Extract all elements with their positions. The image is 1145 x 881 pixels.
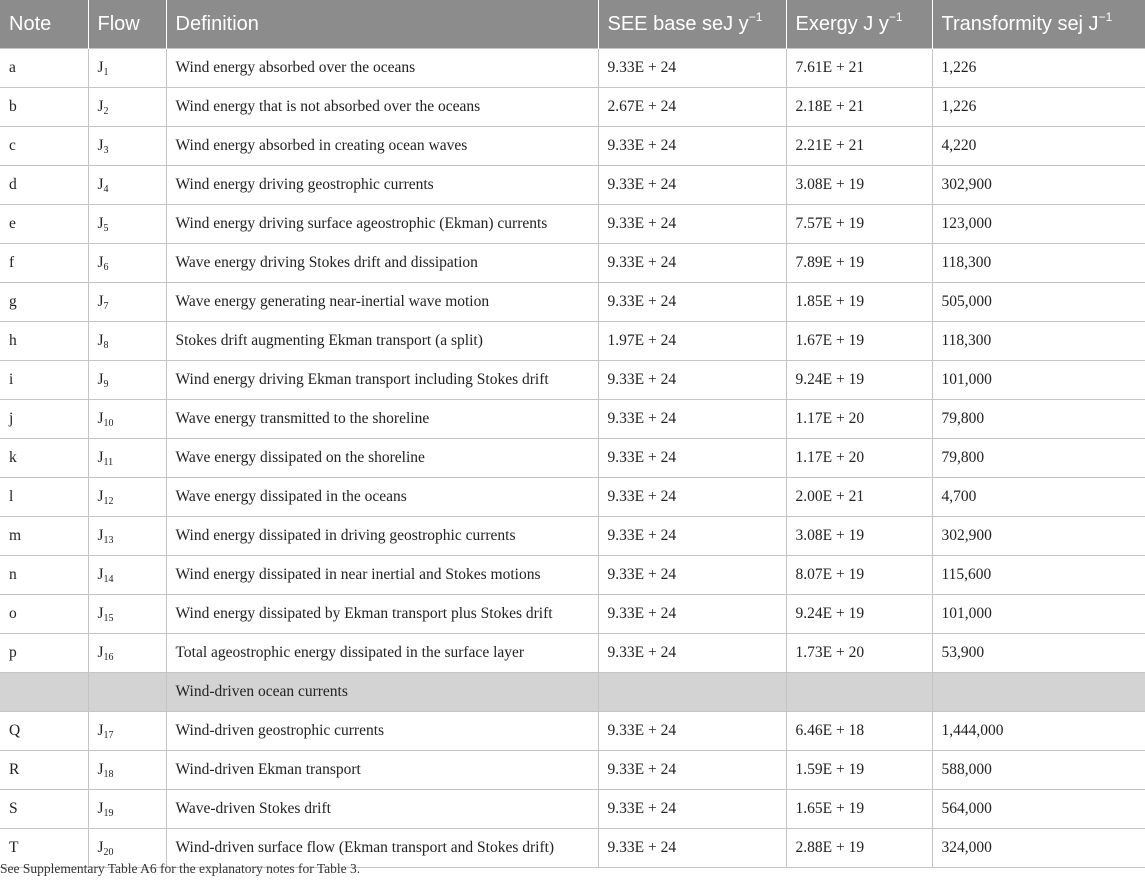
cell-definition: Wind energy driving surface ageostrophic (Ekman) currents <box>166 205 598 244</box>
cell-note: Q <box>0 712 88 751</box>
table-row <box>0 400 1145 439</box>
cell-transformity: 101,000 <box>932 361 1145 400</box>
cell-definition: Wave energy transmitted to the shoreline <box>166 400 598 439</box>
cell-note: R <box>0 751 88 790</box>
table-row <box>0 517 1145 556</box>
cell-transformity: 588,000 <box>932 751 1145 790</box>
cell-flow: $J_{19}$ <box>88 790 166 829</box>
table-row <box>0 634 1145 673</box>
header-transformity: Transformity sej $J^{-1}$ <box>932 0 1145 49</box>
cell-note: n <box>0 556 88 595</box>
cell-see-base: 9.33E + 24 <box>598 829 786 868</box>
cell-note: h <box>0 322 88 361</box>
cell-see-base: 1.97E + 24 <box>598 322 786 361</box>
header-note: Note <box>0 0 88 49</box>
section-empty-cell <box>786 673 932 712</box>
cell-flow: $J_{18}$ <box>88 751 166 790</box>
cell-see-base: 9.33E + 24 <box>598 400 786 439</box>
cell-note: p <box>0 634 88 673</box>
cell-see-base: 9.33E + 24 <box>598 49 786 88</box>
cell-flow: $J_{15}$ <box>88 595 166 634</box>
cell-see-base: 9.33E + 24 <box>598 595 786 634</box>
table-row <box>0 49 1145 88</box>
cell-exergy: 1.17E + 20 <box>786 439 932 478</box>
cell-definition: Wind energy driving geostrophic currents <box>166 166 598 205</box>
cell-see-base: 9.33E + 24 <box>598 244 786 283</box>
table-footnote: See Supplementary Table A6 for the explanatory notes for Table 3. <box>0 861 361 876</box>
cell-note: i <box>0 361 88 400</box>
cell-see-base: 9.33E + 24 <box>598 556 786 595</box>
cell-definition: Wind energy dissipated in near inertial and Stokes motions <box>166 556 598 595</box>
table-row <box>0 439 1145 478</box>
header-definition: Definition <box>166 0 598 49</box>
cell-flow: $J_{11}$ <box>88 439 166 478</box>
cell-definition: Wind energy dissipated by Ekman transport plus Stokes drift <box>166 595 598 634</box>
cell-see-base: 9.33E + 24 <box>598 517 786 556</box>
table-row <box>0 751 1145 790</box>
cell-transformity: 118,300 <box>932 322 1145 361</box>
cell-exergy: 1.65E + 19 <box>786 790 932 829</box>
cell-see-base: 9.33E + 24 <box>598 712 786 751</box>
cell-exergy: 2.00E + 21 <box>786 478 932 517</box>
cell-transformity: 79,800 <box>932 439 1145 478</box>
cell-note: j <box>0 400 88 439</box>
table-row <box>0 88 1145 127</box>
header-see-base: SEE base seJ $y^{-1}$ <box>598 0 786 49</box>
cell-transformity: 101,000 <box>932 595 1145 634</box>
cell-transformity: 1,444,000 <box>932 712 1145 751</box>
cell-exergy: 7.89E + 19 <box>786 244 932 283</box>
table-row <box>0 244 1145 283</box>
cell-definition: Wave-driven Stokes drift <box>166 790 598 829</box>
cell-flow: $J_{20}$ <box>88 829 166 868</box>
cell-exergy: 1.67E + 19 <box>786 322 932 361</box>
cell-exergy: 9.24E + 19 <box>786 361 932 400</box>
cell-note: g <box>0 283 88 322</box>
cell-flow: $J_{12}$ <box>88 478 166 517</box>
cell-transformity: 302,900 <box>932 517 1145 556</box>
cell-definition: Wave energy dissipated in the oceans <box>166 478 598 517</box>
cell-transformity: 564,000 <box>932 790 1145 829</box>
header-flow: Flow <box>88 0 166 49</box>
cell-definition: Wind energy that is not absorbed over the oceans <box>166 88 598 127</box>
cell-transformity: 53,900 <box>932 634 1145 673</box>
cell-definition: Stokes drift augmenting Ekman transport (a split) <box>166 322 598 361</box>
cell-definition: Wind-driven geostrophic currents <box>166 712 598 751</box>
cell-definition: Wave energy dissipated on the shoreline <box>166 439 598 478</box>
cell-exergy: 9.24E + 19 <box>786 595 932 634</box>
section-empty-cell <box>0 673 88 712</box>
cell-flow: $J_{17}$ <box>88 712 166 751</box>
cell-exergy: 8.07E + 19 <box>786 556 932 595</box>
cell-definition: Wind energy driving Ekman transport including Stokes drift <box>166 361 598 400</box>
cell-definition: Wind-driven Ekman transport <box>166 751 598 790</box>
cell-exergy: 6.46E + 18 <box>786 712 932 751</box>
cell-note: f <box>0 244 88 283</box>
cell-exergy: 7.61E + 21 <box>786 49 932 88</box>
cell-transformity: 118,300 <box>932 244 1145 283</box>
cell-see-base: 9.33E + 24 <box>598 751 786 790</box>
cell-definition: Total ageostrophic energy dissipated in the surface layer <box>166 634 598 673</box>
table-row <box>0 205 1145 244</box>
cell-exergy: 2.88E + 19 <box>786 829 932 868</box>
cell-exergy: 1.73E + 20 <box>786 634 932 673</box>
cell-see-base: 9.33E + 24 <box>598 127 786 166</box>
cell-note: T <box>0 829 88 868</box>
cell-transformity: 302,900 <box>932 166 1145 205</box>
section-row <box>0 673 1145 712</box>
cell-flow: $J_6$ <box>88 244 166 283</box>
cell-exergy: 2.18E + 21 <box>786 88 932 127</box>
cell-transformity: 324,000 <box>932 829 1145 868</box>
cell-note: m <box>0 517 88 556</box>
cell-flow: $J_3$ <box>88 127 166 166</box>
cell-exergy: 1.59E + 19 <box>786 751 932 790</box>
cell-note: d <box>0 166 88 205</box>
cell-note: o <box>0 595 88 634</box>
cell-transformity: 123,000 <box>932 205 1145 244</box>
cell-exergy: 7.57E + 19 <box>786 205 932 244</box>
cell-transformity: 505,000 <box>932 283 1145 322</box>
cell-see-base: 9.33E + 24 <box>598 205 786 244</box>
cell-note: k <box>0 439 88 478</box>
cell-definition: Wave energy driving Stokes drift and dissipation <box>166 244 598 283</box>
cell-transformity: 4,700 <box>932 478 1145 517</box>
cell-see-base: 2.67E + 24 <box>598 88 786 127</box>
cell-exergy: 3.08E + 19 <box>786 517 932 556</box>
cell-note: S <box>0 790 88 829</box>
cell-flow: $J_5$ <box>88 205 166 244</box>
table-row <box>0 556 1145 595</box>
table-row <box>0 361 1145 400</box>
cell-note: l <box>0 478 88 517</box>
cell-definition: Wind-driven surface flow (Ekman transport and Stokes drift) <box>166 829 598 868</box>
section-empty-cell <box>932 673 1145 712</box>
cell-flow: $J_7$ <box>88 283 166 322</box>
section-empty-cell <box>598 673 786 712</box>
table-row <box>0 595 1145 634</box>
table-row <box>0 283 1145 322</box>
table-row <box>0 478 1145 517</box>
cell-transformity: 115,600 <box>932 556 1145 595</box>
cell-flow: $J_9$ <box>88 361 166 400</box>
cell-flow: $J_{10}$ <box>88 400 166 439</box>
section-label: Wind-driven ocean currents <box>166 673 598 712</box>
cell-see-base: 9.33E + 24 <box>598 790 786 829</box>
cell-note: b <box>0 88 88 127</box>
cell-exergy: 1.17E + 20 <box>786 400 932 439</box>
cell-exergy: 1.85E + 19 <box>786 283 932 322</box>
table-row <box>0 166 1145 205</box>
cell-see-base: 9.33E + 24 <box>598 634 786 673</box>
cell-definition: Wind energy absorbed over the oceans <box>166 49 598 88</box>
cell-note: a <box>0 49 88 88</box>
cell-see-base: 9.33E + 24 <box>598 478 786 517</box>
cell-see-base: 9.33E + 24 <box>598 439 786 478</box>
cell-see-base: 9.33E + 24 <box>598 166 786 205</box>
cell-transformity: 4,220 <box>932 127 1145 166</box>
cell-flow: $J_4$ <box>88 166 166 205</box>
table-row <box>0 127 1145 166</box>
cell-flow: $J_8$ <box>88 322 166 361</box>
cell-flow: $J_1$ <box>88 49 166 88</box>
table-row <box>0 322 1145 361</box>
cell-flow: $J_{16}$ <box>88 634 166 673</box>
cell-exergy: 3.08E + 19 <box>786 166 932 205</box>
cell-definition: Wind energy dissipated in driving geostrophic currents <box>166 517 598 556</box>
cell-flow: $J_{14}$ <box>88 556 166 595</box>
section-empty-cell <box>88 673 166 712</box>
header-row <box>0 0 1145 49</box>
cell-flow: $J_2$ <box>88 88 166 127</box>
cell-note: c <box>0 127 88 166</box>
cell-definition: Wave energy generating near-inertial wave motion <box>166 283 598 322</box>
cell-exergy: 2.21E + 21 <box>786 127 932 166</box>
cell-see-base: 9.33E + 24 <box>598 283 786 322</box>
header-exergy: Exergy J $y^{-1}$ <box>786 0 932 49</box>
cell-see-base: 9.33E + 24 <box>598 361 786 400</box>
table-row <box>0 790 1145 829</box>
cell-transformity: 1,226 <box>932 88 1145 127</box>
cell-note: e <box>0 205 88 244</box>
cell-transformity: 79,800 <box>932 400 1145 439</box>
cell-flow: $J_{13}$ <box>88 517 166 556</box>
table-row <box>0 712 1145 751</box>
cell-transformity: 1,226 <box>932 49 1145 88</box>
cell-definition: Wind energy absorbed in creating ocean waves <box>166 127 598 166</box>
